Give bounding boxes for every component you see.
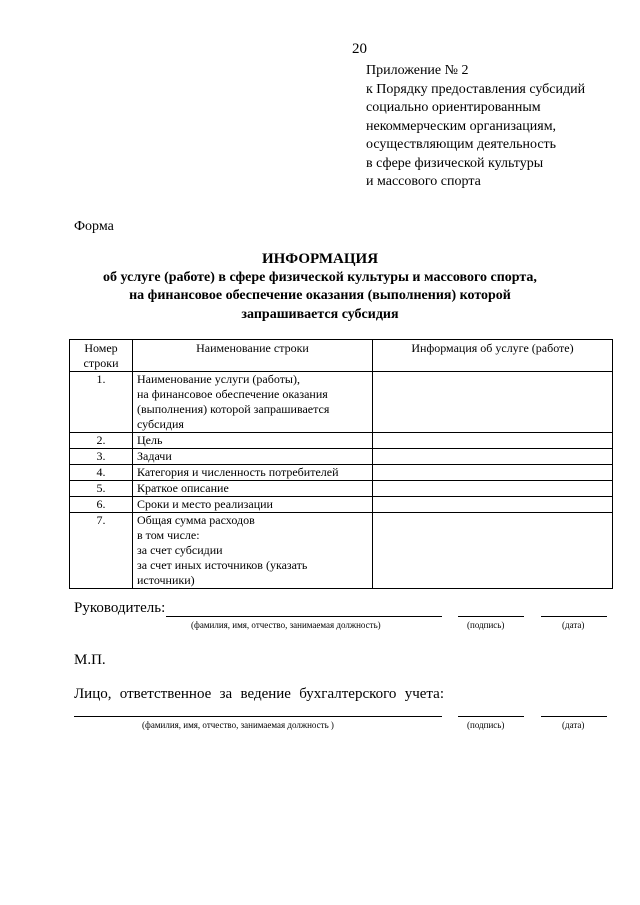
appendix-line: некоммерческим организациям, — [366, 118, 557, 134]
head-date-line[interactable] — [541, 616, 607, 617]
responsible-word: за — [219, 686, 233, 702]
head-name-line[interactable] — [166, 616, 442, 617]
appendix-line: и массового спорта — [366, 174, 481, 189]
row-info-cell[interactable] — [373, 497, 613, 513]
responsible-signature-caption: (подпись) — [467, 720, 505, 730]
table-row — [70, 433, 613, 449]
row-number: 1. — [70, 372, 133, 433]
row-name-line: за счет иных источников (указать — [137, 558, 308, 572]
row-name: Сроки и место реализации — [133, 497, 373, 513]
row-name — [133, 372, 373, 433]
row-name-line: субсидия — [137, 417, 184, 431]
head-date-caption: (дата) — [562, 620, 585, 630]
responsible-word: учета: — [404, 686, 444, 702]
row-name-line: на финансовое обеспечение оказания — [137, 387, 328, 401]
row-name: Цель — [133, 433, 373, 449]
row-info-cell[interactable] — [373, 449, 613, 465]
page-number: 20 — [352, 41, 367, 57]
responsible-name-line[interactable] — [74, 716, 442, 717]
row-info-cell[interactable] — [373, 465, 613, 481]
responsible-word: ведение — [240, 686, 291, 702]
appendix-line: к Порядку предоставления субсидий — [366, 81, 586, 97]
table-row — [70, 481, 613, 497]
info-table — [69, 339, 613, 589]
responsible-word: бухгалтерского — [299, 686, 397, 702]
row-name-line: в том числе: — [137, 528, 200, 542]
table-row — [70, 465, 613, 481]
responsible-date-line[interactable] — [541, 716, 607, 717]
title-line: ИНФОРМАЦИЯ — [261, 251, 379, 267]
responsible-word: ответственное — [119, 686, 212, 702]
responsible-word: Лицо, — [74, 686, 112, 702]
header-row-name: Наименование строки — [133, 340, 373, 372]
table-row — [70, 449, 613, 465]
row-name: Краткое описание — [133, 481, 373, 497]
appendix-header — [366, 62, 636, 192]
row-number: 7. — [70, 513, 133, 589]
row-number: 4. — [70, 465, 133, 481]
row-number: 6. — [70, 497, 133, 513]
header-row-number: Номер строки — [70, 340, 133, 372]
head-signature-line[interactable] — [458, 616, 524, 617]
row-name-line: Общая сумма расходов — [137, 513, 255, 527]
table-row — [70, 513, 613, 589]
responsible-date-caption: (дата) — [562, 720, 585, 730]
row-name-line: (выполнения) которой запрашивается — [137, 402, 330, 416]
row-info-cell[interactable] — [373, 513, 613, 589]
title-line: об услуге (работе) в сфере физической культуры и массового спорта, — [103, 269, 537, 285]
row-info-cell[interactable] — [373, 433, 613, 449]
table-header-row — [70, 340, 613, 372]
row-number: 5. — [70, 481, 133, 497]
appendix-line: осуществляющим деятельность — [366, 137, 557, 152]
row-name: Задачи — [133, 449, 373, 465]
head-label: Руководитель: — [74, 600, 166, 616]
row-number: 3. — [70, 449, 133, 465]
head-signature-caption: (подпись) — [467, 620, 505, 630]
row-info-cell[interactable] — [373, 372, 613, 433]
row-number: 2. — [70, 433, 133, 449]
head-name-caption: (фамилия, имя, отчество, занимаемая должность) — [191, 620, 381, 630]
row-info-cell[interactable] — [373, 481, 613, 497]
row-name — [133, 513, 373, 589]
row-name-line: источники) — [137, 573, 195, 587]
table-row — [70, 497, 613, 513]
header-service-info: Информация об услуге (работе) — [373, 340, 613, 372]
stamp-label: М.П. — [74, 652, 106, 668]
responsible-name-caption: (фамилия, имя, отчество, занимаемая должность ) — [142, 720, 334, 730]
appendix-line: в сфере физической культуры — [366, 155, 544, 171]
form-label: Форма — [74, 219, 114, 234]
document-title — [0, 250, 640, 324]
appendix-line: Приложение № 2 — [366, 63, 469, 78]
responsible-label — [74, 686, 444, 703]
title-line: на финансовое обеспечение оказания (выполнения) которой — [129, 288, 511, 303]
row-name-line: Наименование услуги (работы), — [137, 372, 300, 386]
responsible-signature-line[interactable] — [458, 716, 524, 717]
row-name: Категория и численность потребителей — [133, 465, 373, 481]
row-name-line: за счет субсидии — [137, 543, 223, 557]
appendix-line: социально ориентированным — [366, 100, 541, 115]
table-row — [70, 372, 613, 433]
title-line: запрашивается субсидия — [241, 306, 399, 322]
